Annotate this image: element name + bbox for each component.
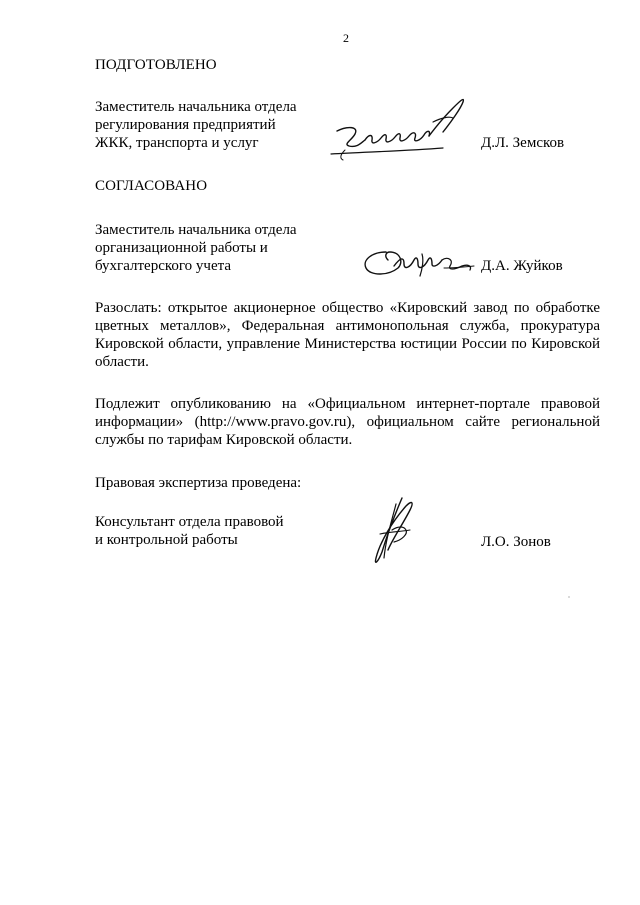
legal-review-position: [95, 513, 325, 549]
prepared-heading: ПОДГОТОВЛЕНО: [95, 57, 217, 73]
prepared-position-line: ЖКК, транспорта и услуг: [95, 135, 259, 151]
agreed-position: [95, 221, 325, 275]
legal-review-name: Л.О. Зонов: [481, 534, 551, 550]
agreed-position-line: бухгалтерского учета: [95, 258, 232, 274]
agreed-position-line: Заместитель начальника отдела: [95, 222, 297, 238]
signature-zhuikov: [358, 238, 478, 283]
prepared-name: Д.Л. Земсков: [481, 135, 565, 151]
page-number: 2: [343, 31, 349, 45]
agreed-name: Д.А. Жуйков: [481, 258, 563, 274]
publication-paragraph: Подлежит опубликованию на «Официальном интернет-портале правовой информации» (http://www.pravo.gov.ru), официальном сайте региональной службы по тарифам Кировской области.: [95, 396, 600, 448]
signature-zonov: [362, 492, 422, 572]
prepared-position: [95, 98, 325, 152]
distribution-paragraph: Разослать: открытое акционерное общество «Кировский завод по обработке цветных металлов», Федеральная антимонопольная служба, прокуратура Кировской области, управление Министерства юстиции России по Кировской области.: [95, 300, 600, 370]
legal-review-position-line: и контрольной работы: [95, 532, 238, 548]
scan-speck: [568, 596, 570, 598]
agreed-position-line: организационной работы и: [95, 240, 268, 256]
prepared-position-line: Заместитель начальника отдела: [95, 99, 297, 115]
prepared-position-line: регулирования предприятий: [95, 117, 276, 133]
legal-review-heading: Правовая экспертиза проведена:: [95, 475, 302, 491]
agreed-heading: СОГЛАСОВАНО: [95, 178, 208, 194]
signature-zemskov: [325, 88, 475, 163]
legal-review-position-line: Консультант отдела правовой: [95, 514, 284, 530]
